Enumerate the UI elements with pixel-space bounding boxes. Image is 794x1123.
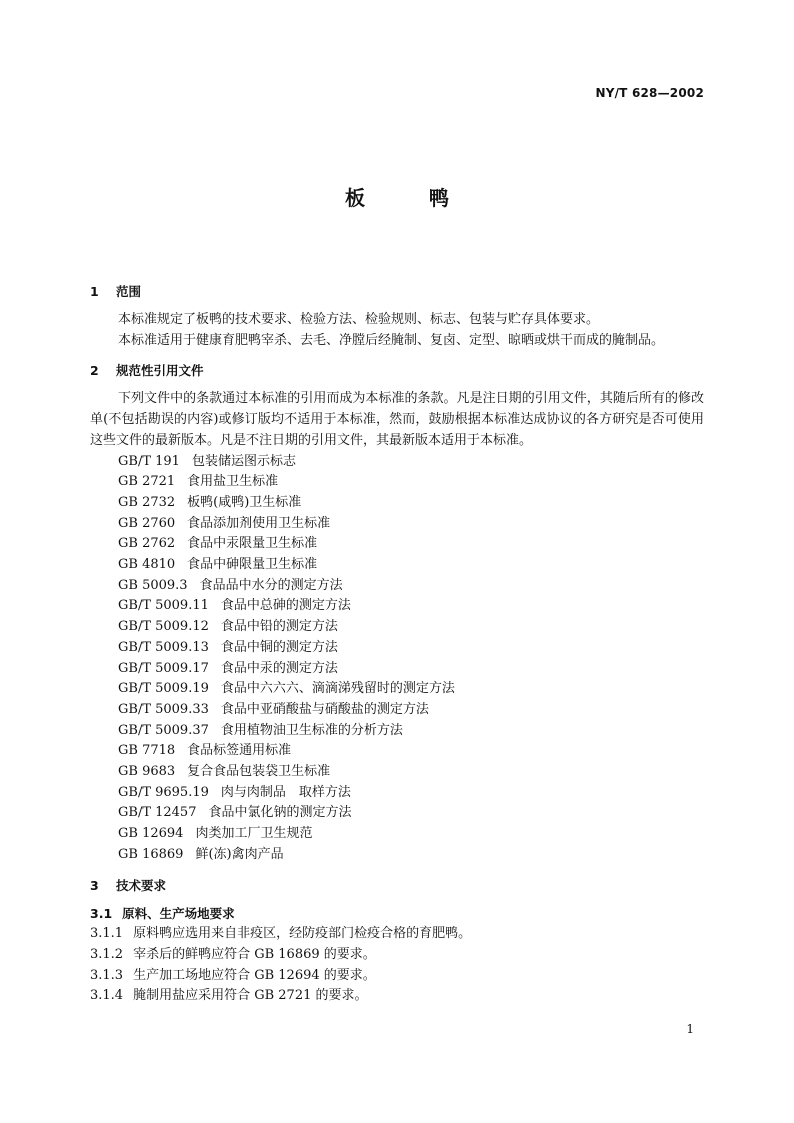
list-item [90, 617, 704, 638]
list-item [90, 452, 704, 473]
reference-title: 食用盐卫生标准 [187, 474, 279, 490]
reference-code: GB 5009.3 [118, 577, 188, 593]
list-item [90, 741, 704, 762]
reference-title: 肉类加工厂卫生规范 [195, 826, 313, 842]
reference-code: GB/T 5009.13 [118, 639, 209, 655]
section-heading-scope [90, 282, 704, 302]
list-item [90, 803, 704, 824]
reference-title: 食品中六六六、滴滴涕残留时的测定方法 [220, 681, 455, 697]
reference-title: 食品添加剂使用卫生标准 [187, 515, 331, 531]
document-body [90, 282, 704, 1007]
list-item [90, 700, 704, 721]
reference-title: 板鸭(咸鸭)卫生标准 [187, 494, 302, 510]
reference-code: GB/T 5009.12 [118, 619, 209, 635]
clause-number: 3.1.2 [90, 946, 124, 962]
section-title: 范围 [116, 284, 142, 299]
scope-paragraph: 本标准规定了板鸭的技术要求、检验方法、检验规则、标志、包装与贮存具体要求。 [118, 312, 600, 327]
list-item [90, 762, 704, 783]
section-title: 规范性引用文件 [116, 363, 204, 379]
reference-title: 食品品中水分的测定方法 [199, 577, 343, 593]
section-number: 3 [90, 877, 99, 893]
reference-title: 食品中砷限量卫生标准 [187, 557, 318, 573]
reference-title: 食用植物油卫生标准的分析方法 [220, 722, 403, 738]
section-number: 1 [90, 284, 99, 299]
reference-title: 食品中汞的测定方法 [220, 660, 338, 676]
reference-title: 肉与肉制品 取样方法 [220, 784, 351, 800]
reference-title: 食品中汞限量卫生标准 [187, 536, 318, 552]
reference-code: GB/T 9695.19 [118, 784, 209, 800]
list-item [90, 514, 704, 535]
reference-title: 包装储运图示标志 [191, 453, 296, 469]
section-title: 技术要求 [116, 877, 167, 893]
clause [90, 924, 704, 945]
clause-number: 3.1.4 [90, 988, 124, 1004]
list-item [90, 534, 704, 555]
scope-paragraph: 本标准适用于健康育肥鸭宰杀、去毛、净膛后经腌制、复卤、定型、晾晒或烘干而成的腌制品。 [118, 332, 665, 348]
reference-code: GB 2732 [118, 494, 176, 510]
list-item [90, 783, 704, 804]
reference-title: 食品中氯化钠的测定方法 [208, 805, 352, 821]
reference-code: GB/T 191 [118, 453, 180, 469]
reference-code: GB 4810 [118, 557, 176, 573]
clause-text: 原料鸭应选用来自非疫区，经防疫部门检疫合格的育肥鸭。 [133, 926, 472, 942]
clause [90, 945, 704, 966]
subsection-title: 原料、生产场地要求 [122, 905, 235, 921]
subsection-number: 3.1 [90, 905, 113, 921]
reference-code: GB 7718 [118, 743, 176, 759]
list-item [90, 824, 704, 845]
list-item [90, 638, 704, 659]
reference-title: 食品中铅的测定方法 [220, 619, 338, 635]
section-heading-normative-references [90, 361, 704, 381]
reference-code: GB 12694 [118, 826, 184, 842]
reference-code: GB/T 5009.19 [118, 681, 209, 697]
reference-title: 食品标签通用标准 [187, 743, 292, 759]
reference-code: GB 2721 [118, 474, 176, 490]
section-heading-technical-requirements [90, 876, 704, 896]
list-item [90, 845, 704, 866]
subsection-heading [90, 904, 704, 925]
reference-code: GB/T 5009.17 [118, 660, 209, 676]
clause-number: 3.1.1 [90, 926, 124, 942]
reference-title: 复合食品包装袋卫生标准 [187, 764, 331, 780]
reference-code: GB/T 5009.11 [118, 598, 209, 614]
clause [90, 966, 704, 987]
reference-code: GB 9683 [118, 764, 176, 780]
reference-code: GB/T 12457 [118, 805, 197, 821]
list-item [90, 472, 704, 493]
reference-code: GB 2760 [118, 515, 176, 531]
reference-code: GB/T 5009.33 [118, 701, 209, 717]
clause-text: 宰杀后的鲜鸭应符合 GB 16869 的要求。 [133, 946, 376, 962]
reference-title: 食品中亚硝酸盐与硝酸盐的测定方法 [220, 701, 429, 717]
clause-number: 3.1.3 [90, 967, 124, 983]
standard-code: NY/T 628—2002 [595, 86, 704, 100]
reference-title: 鲜(冻)禽肉产品 [195, 846, 284, 862]
reference-title: 食品中铜的测定方法 [220, 639, 338, 655]
clause [90, 986, 704, 1007]
list-item [90, 679, 704, 700]
page-title: 板鸭 [345, 186, 513, 210]
clause-text: 生产加工场地应符合 GB 12694 的要求。 [133, 967, 376, 983]
reference-code: GB 2762 [118, 536, 176, 552]
reference-list [90, 452, 704, 866]
list-item [90, 576, 704, 597]
list-item [90, 721, 704, 742]
reference-code: GB/T 5009.37 [118, 722, 209, 738]
list-item [90, 555, 704, 576]
list-item [90, 493, 704, 514]
list-item [90, 659, 704, 680]
reference-title: 食品中总砷的测定方法 [220, 598, 351, 614]
reference-code: GB 16869 [118, 846, 184, 862]
list-item [90, 596, 704, 617]
references-intro-paragraph: 下列文件中的条款通过本标准的引用而成为本标准的条款。凡是注日期的引用文件，其随后所有的修改单(不包括勘误的内容)或修订版均不适用于本标准，然而，鼓励根据本标准达成协议的各方研究是否可使用这些文件的最新版本。凡是不注日期的引用文件，其最新版本适用于本标准。 [90, 391, 704, 448]
page-number: 1 [686, 1022, 694, 1036]
clause-text: 腌制用盐应采用符合 GB 2721 的要求。 [133, 988, 368, 1004]
section-number: 2 [90, 363, 99, 379]
